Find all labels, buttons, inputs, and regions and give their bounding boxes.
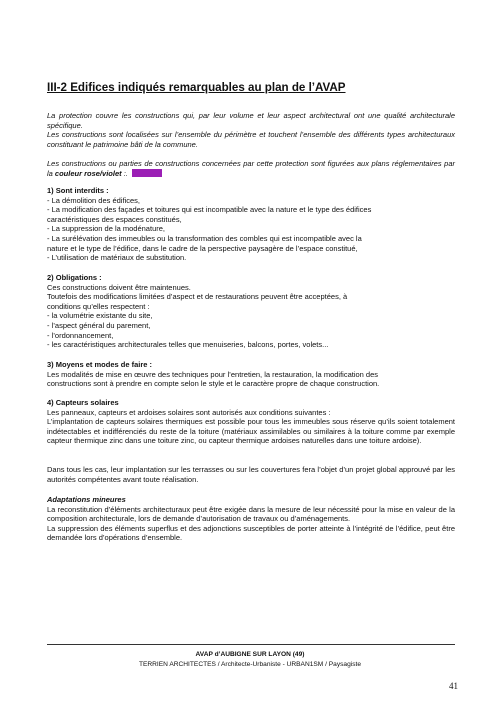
section-solar-note (47, 465, 455, 484)
list-item: Ces constructions doivent être maintenues. (47, 282, 191, 292)
list-item: - la volumétrie existante du site, (47, 311, 153, 321)
section-means (47, 360, 455, 389)
list-item: Toutefois des modifications limitées d’aspect et de restaurations peuvent être acceptées, à (47, 292, 348, 302)
list-item: - l’ordonnancement, (47, 330, 114, 340)
paragraph: L’implantation de capteurs solaires thermiques est possible pour tous les immeubles sous réserve qu’ils soient totalement indétectables et indifférenciés du reste de la toiture (matériaux assimilables ou similaires à la toiture comme par exemple capteur thermique zinc dans une toiture zinc, ou capteur thermique ardoises naturelles dans une toiture ardoise). (47, 417, 455, 446)
footer-title: AVAP d’AUBIGNE SUR LAYON (49) (195, 651, 305, 658)
list-item: - La modification des façades et toitures qui est incompatible avec la nature et le type des édifices (47, 205, 372, 215)
section-forbidden (47, 186, 455, 263)
section-heading: 1) Sont interdits : (47, 186, 109, 195)
paragraph: La reconstitution d’éléments architecturaux peut être exigée dans la mesure de leur nécessité pour la mise en valeur de la composition architecturale, lors de demande d’autorisation de travaux ou d’aménagements. (47, 504, 455, 524)
section-heading: 2) Obligations : (47, 273, 102, 282)
paragraph: Les panneaux, capteurs et ardoises solaires sont autorisés aux conditions suivantes : (47, 407, 331, 417)
list-item: nature et le type de l’édifice, dans le cadre de la perspective paysagère de l’espace constitué, (47, 243, 358, 253)
intro-text-3-end: :. (121, 168, 128, 178)
color-swatch (132, 169, 162, 177)
intro-paragraph-2 (47, 130, 455, 149)
section-heading: 3) Moyens et modes de faire : (47, 360, 153, 369)
section-adaptations (47, 495, 455, 543)
list-item: - l’aspect général du parement, (47, 320, 151, 330)
page-number: 41 (449, 681, 458, 691)
list-item: constructions sont à prendre en compte selon le style et le caractère propre de chaque construction. (47, 379, 380, 389)
section-solar (47, 398, 455, 446)
intro-text-2: Les constructions sont localisées sur l’ensemble du périmètre et touchent l’ensemble des différents types architecturaux constituant le patrimoine bâti de la commune. (47, 130, 455, 149)
list-item: - L’utilisation de matériaux de substitution. (47, 253, 187, 263)
list-item: Les modalités de mise en œuvre des techniques pour l’entretien, la restauration, la modification des (47, 369, 379, 379)
intro-text-1: La protection couvre les constructions qui, par leur volume et leur aspect architectural ont une qualité architecturale spécifique. (47, 111, 455, 130)
intro-paragraph-3 (47, 159, 455, 178)
intro-paragraph-1 (47, 111, 455, 130)
footer-credits: TERRIEN ARCHITECTES / Architecte-Urbaniste - URBAN1SM / Paysagiste (138, 661, 362, 668)
list-item: caractéristiques des espaces constitués, (47, 214, 182, 224)
list-item: conditions qu’elles respectent : (47, 301, 150, 311)
section-heading: 4) Capteurs solaires (47, 398, 119, 407)
paragraph: Dans tous les cas, leur implantation sur les terrasses ou sur les couvertures fera l’objet d’un projet global approuvé par les autorités compétentes avant toute réalisation. (47, 465, 455, 484)
color-label: couleur rose/violet (54, 168, 122, 178)
list-item: - La suppression de la modénature, (47, 224, 165, 234)
paragraph: La suppression des éléments superflus et des adjonctions susceptibles de porter atteinte à l’intégrité de l’édifice, peut être demandée lors d’opérations d’ensemble. (47, 523, 455, 543)
list-item: - les caractéristiques architecturales telles que menuiseries, balcons, portes, volets... (47, 340, 329, 350)
intro-text-3: Les constructions ou parties de constructions concernées par cette protection sont figurées aux plans réglementaires par la (47, 159, 455, 178)
footer-divider (47, 644, 455, 645)
section-title: III-2 Edifices indiqués remarquables au plan de l’AVAP (47, 81, 346, 94)
list-item: - La démolition des édifices, (47, 195, 140, 205)
list-item: - La surélévation des immeubles ou la transformation des combles qui est incompatible avec la (47, 233, 362, 243)
section-obligations (47, 273, 455, 350)
section-heading: Adaptations mineures (47, 495, 126, 504)
